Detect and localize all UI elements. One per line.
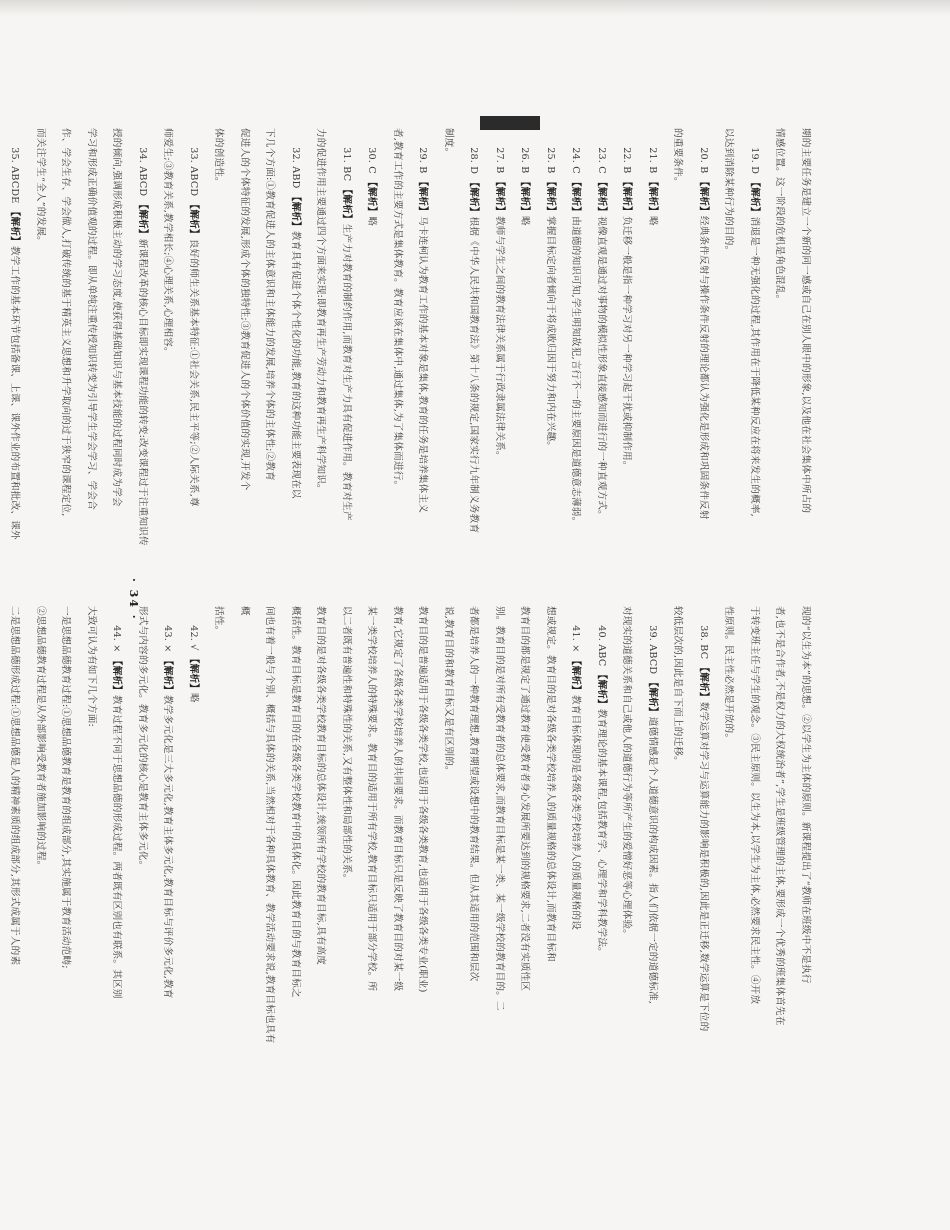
analysis-tag: 【解析】	[162, 655, 174, 695]
question-number: 29. B	[417, 147, 429, 177]
question-number: 21. B	[647, 147, 658, 177]
line-text: 根据《中华人民共和国教育法》第十八条的规定,国家实行九年制义务教育	[468, 216, 480, 534]
line-text: 教育,它规定了各级各类学校培养人的共同要求。而教育目标只是反映了教育目的对某一级	[392, 606, 403, 992]
text-line	[155, 606, 181, 1051]
analysis-tag: 【解析】	[647, 677, 658, 717]
text-line	[461, 128, 487, 573]
line-text: 教育目的是普遍适用于各级各类学校,也适用于各级各类教育,也适用于各级各类专业(职业)	[417, 606, 429, 993]
question-number: 33. ABCD	[188, 147, 199, 200]
text-line	[2, 606, 28, 1051]
text-line	[640, 606, 666, 1051]
text-line	[206, 128, 232, 573]
question-number: 44. ×	[111, 625, 123, 656]
analysis-tag: 【解析】	[188, 199, 199, 239]
text-line	[308, 606, 334, 1051]
text-line	[410, 606, 436, 1051]
line-text: 说,教育目的和教育目标又是有区别的。	[443, 606, 454, 776]
line-text: 消退是一种无强化的过程,其作用在于降低某种反应在将来发生的概率,	[749, 216, 760, 517]
question-number: 39. ABCD	[647, 625, 658, 678]
line-text: 作、学会生存、学会做人,打破传统的基于精英主义思想和升学取向的过于狭窄的课程定位,	[60, 128, 72, 517]
line-text: 形式与内容的多元化。教育多元化的核心是教育主体多元化。	[137, 606, 148, 871]
analysis-tag: 【解析】	[749, 177, 760, 217]
line-text: 学习和形成正确价值观的过程。即从单纯注重传授知识转变为引导学生学会学习、学会合	[86, 128, 97, 510]
text-line	[104, 606, 130, 1051]
line-text: 视像直观是通过对事物的模拟性形象直接感知而进行的一种直观方式。	[596, 216, 607, 520]
text-line	[691, 128, 717, 573]
line-text: 某一类学校培养人的特殊要求。教育目的适用于所有学校,教育目标只适用于部分学校。所	[366, 606, 378, 992]
text-line	[512, 606, 538, 1051]
line-text: 想或规定。教育目的是对各级各类学校培养人的质量规格的总体设计,而教育目标和	[545, 606, 556, 962]
analysis-tag: 【解析】	[188, 653, 199, 694]
text-line	[79, 128, 105, 573]
line-text: 负迁移一般是指一种学习对另一种学习起干扰或抑制作用。	[621, 215, 633, 471]
line-text: 以达到消除某种行为的目的。	[723, 128, 735, 256]
question-number: 32. ABD	[290, 147, 301, 192]
line-text: 以二者既有普遍性和特殊性的关系,又有整体性和局部性的关系。	[341, 606, 352, 884]
text-line	[665, 606, 691, 1051]
question-number: 19. D	[749, 147, 760, 178]
analysis-tag: 【解析】	[545, 176, 556, 216]
text-line	[308, 128, 334, 573]
line-text: 二是思想品德形成过程:①思想品德是人的精神素质的组成部分,其形式成属于人的素	[9, 606, 21, 966]
line-text: 一是思想品德教育过程:①思想品德教育是教育的组成部分,其实施属于教育活动范畴;	[60, 606, 72, 969]
line-text: 者,教育工作的主要方式是集体教育。教育应该在集体中,通过集体,为了集体而进行。	[392, 128, 403, 491]
line-text: 数学运算对学习与运算能力的影响是积极的,因此是正迁移,数学运算是下位的	[698, 701, 709, 1032]
line-text: 道德情感是个人道德意识的构成因素。指人们依据一定的道德标准,	[647, 716, 658, 1005]
line-text: 制度。	[443, 128, 454, 158]
question-number: 26. B	[519, 147, 531, 177]
analysis-tag: 【解析】	[519, 176, 531, 216]
line-text: 而关注学生“全人”的发展。	[35, 128, 46, 246]
text-line	[130, 606, 156, 1051]
line-text: 较低层次的,因此是自下而上的迁移。	[672, 606, 684, 766]
line-text: 教育目的都是规定了通过教育使受教育者身心发展所要达到的规格要求,二者没有实质性区	[519, 606, 531, 992]
line-text: 促进人的个体特征的发展,形成个体的独特性;③教育促进人的个体价值的实现,开发个	[239, 128, 250, 491]
question-number: 34. ABCD	[137, 147, 148, 200]
text-line	[716, 606, 742, 1051]
text-line	[640, 128, 666, 573]
question-number: 41. ×	[570, 625, 582, 656]
question-number: 43. ×	[162, 625, 174, 656]
text-line	[130, 128, 156, 573]
question-number: 42. √	[188, 625, 199, 654]
text-line	[614, 606, 640, 1051]
line-text: 大致可认为有如下几个方面:	[86, 606, 97, 727]
line-text: 者都是培养人的一种教育理想,教育期望或设想中的教育结果。但从其适用的范围和层次	[468, 606, 480, 982]
text-line	[512, 128, 538, 573]
line-text: 下几个方面:①教育促进人的主体意识和主体能力的发展,培养个体的主体性;②教育	[264, 128, 276, 481]
text-line	[665, 128, 691, 573]
text-line	[716, 128, 742, 573]
text-line	[359, 128, 385, 573]
text-line	[28, 128, 54, 573]
text-line	[53, 128, 79, 573]
text-line	[0, 606, 2, 1051]
analysis-tag: 【解析】	[137, 199, 148, 239]
text-line	[104, 128, 130, 573]
line-text: 现的“以生为本”的思想。②以学生为主体的原则。新课程提出了“教师在班级中不是执行	[800, 606, 811, 984]
line-text: 性原则。民主性必然是开放的。	[723, 606, 735, 744]
text-line	[767, 128, 793, 573]
analysis-tag: 【解析】	[366, 177, 378, 217]
line-text: 教学多元化是三大多元化,教育主体多元化,教育目标与评价多元化,教育	[162, 694, 174, 999]
text-line	[232, 606, 283, 1051]
right-text-column	[0, 606, 818, 1051]
line-text: 教育理论的基本课程,包括教育学、心理学和学科教学法。	[596, 708, 607, 957]
line-text: 略	[188, 693, 199, 703]
analysis-tag: 【解析】	[417, 176, 429, 216]
text-line	[742, 128, 768, 573]
text-line	[206, 606, 232, 1051]
text-line	[614, 128, 640, 573]
text-line	[79, 606, 105, 1051]
line-text: 别。教育目的是对所有受教育者的总体要求,而教育目标是某一类、某一级学校的教育目的。二	[494, 606, 505, 1011]
line-text: 对现实的道德关系和自己或他人的道德行为等所产生的爱憎好恶等心理体验。	[621, 606, 633, 939]
rotated-content	[9, 120, 840, 1060]
question-number: 23. C	[596, 147, 607, 178]
text-line	[53, 606, 79, 1051]
line-text: 由道德的知识可知,学生明知故犯,言行不一的主要原因是道德意志薄弱。	[570, 216, 582, 527]
analysis-tag: 【解析】	[621, 176, 633, 216]
question-number: 40. ABC	[596, 625, 607, 670]
line-text: 略	[647, 215, 658, 226]
line-text: 的重要条件。	[672, 128, 684, 187]
question-number: 28. D	[468, 147, 480, 178]
line-text: 者,也不是合作者,不是权力的大权统治者”,学生是班级管理的主体,要形成一个优秀的班集体首先在	[774, 606, 786, 1026]
analysis-tag: 【解析】	[9, 206, 21, 246]
text-line	[538, 606, 564, 1051]
line-text: 教育具有促进个体个性化的功能,教育的这种功能主要表现在以	[290, 231, 301, 499]
text-line	[793, 606, 819, 1051]
line-text: 教育目标体现的是各级各类学校培养人的质量规格的设	[570, 694, 582, 931]
line-text: 于转变班主任与学生的观念。③民主原则。以生为本,以学生为主体,必然要求民主性。④开放	[749, 606, 760, 1005]
line-text: 括性。	[213, 606, 225, 636]
line-text: 力的促进作用主要通过四个方面来实现:即教育再生产劳动力和教育再生产科学知识。	[315, 128, 327, 494]
analysis-tag: 【解析】	[596, 177, 607, 217]
line-text: 马卡连柯认为教育工作的基本对象是集体,教育的任务是培养集体主义	[417, 215, 429, 514]
analysis-tag: 【解析】	[698, 662, 709, 702]
question-number: 31. BC	[341, 147, 352, 185]
line-text: 体的创造性。	[213, 128, 225, 187]
text-line	[232, 128, 258, 573]
text-line	[181, 128, 207, 573]
line-text: ②思想品德教育过程是从外部影响受教育者施加影响的过程。	[35, 606, 46, 871]
text-line	[436, 128, 462, 573]
text-line	[385, 606, 411, 1051]
analysis-tag: 【解析】	[570, 177, 582, 217]
text-line	[2, 128, 28, 573]
text-line	[385, 128, 411, 573]
text-line	[410, 128, 436, 573]
analysis-tag: 【解析】	[494, 176, 505, 216]
text-line	[181, 606, 207, 1051]
left-text-column	[0, 128, 818, 573]
text-line	[793, 128, 819, 573]
question-number: 27. B	[494, 147, 505, 177]
analysis-tag: 【解析】	[111, 655, 123, 695]
text-line	[487, 128, 513, 573]
text-line	[767, 606, 793, 1051]
text-line	[283, 128, 309, 573]
line-text: 掌握目标定向者倾向于将成败归因于努力和内在兴趣。	[545, 215, 556, 452]
text-line	[28, 606, 54, 1051]
analysis-tag: 【解析】	[341, 184, 352, 224]
line-text: 略	[519, 215, 531, 226]
line-text: 教育目的是对各级各类学校教育目标的总体设计,统领所有学校的教育目标,具有高度	[315, 606, 327, 966]
line-text: 概括性。教育目标是教育目的在各级各类学校教育中的具体化。因此教育目的与教育目标之	[290, 606, 301, 998]
text-line	[563, 128, 589, 573]
text-line	[155, 128, 181, 573]
line-text: 期的主要任务是建立一个新的同一感或自己在别人眼中的形象,以及他在社会集体中所占的	[800, 128, 811, 514]
question-number: 38. BC	[698, 625, 709, 663]
line-text: 间也有着一般与个别、概括与具体的关系,当然相对于各种具体教育、教学活动要求说,教育目标也具有概	[239, 606, 276, 1044]
text-line	[742, 606, 768, 1051]
question-number: 24. C	[570, 147, 582, 178]
question-number: 22. B	[621, 147, 633, 177]
line-text: 教师与学生之间的教育法律关系属于行政隶属法律关系。	[494, 215, 505, 461]
page-number: · 34 ·	[127, 578, 140, 621]
text-line	[359, 606, 385, 1051]
analysis-tag: 【解析】	[468, 177, 480, 217]
question-number: 20. B	[698, 147, 709, 177]
analysis-tag: 【解析】	[570, 655, 582, 695]
text-line	[334, 128, 360, 573]
text-line	[538, 128, 564, 573]
line-text: 教育过程不同于思想品德的形成过程。两者既有区别也有联系。其区别	[111, 694, 123, 999]
text-line	[283, 606, 309, 1051]
text-line	[461, 606, 487, 1051]
analysis-tag: 【解析】	[698, 176, 709, 216]
text-line	[487, 606, 513, 1051]
text-line	[257, 128, 283, 573]
text-line	[563, 606, 589, 1051]
text-line	[691, 606, 717, 1051]
line-text: 经典条件反射与操作条件反射的理论都认为强化是形成和巩固条件反射	[698, 215, 709, 520]
line-text: 生产力对教育的制约作用,而教育对生产力具有促进作用。教育对生产	[341, 223, 352, 521]
line-text: 师爱生;③教育关系,教学相长;④心理关系,心理相容。	[162, 128, 174, 357]
analysis-tag: 【解析】	[596, 669, 607, 709]
question-number: 30. C	[366, 147, 378, 178]
question-number: 25. B	[545, 147, 556, 177]
line-text: 情感位置。这一阶段的危机是角色混乱。	[774, 128, 786, 305]
analysis-tag: 【解析】	[647, 176, 658, 216]
line-text: 授的倾向,强调形成积极主动的学习态度,使获得基础知识与基本技能的过程同时成为学会	[111, 128, 123, 507]
line-text: 略	[366, 216, 378, 227]
question-number: 35. ABCDE	[9, 147, 21, 207]
line-text: 良好的师生关系基本特征:①社会关系,民主平等;②人际关系,尊	[188, 238, 199, 507]
text-line	[589, 128, 615, 573]
scan-shadow	[0, 0, 950, 16]
text-line	[436, 606, 462, 1051]
line-text: 新课程改革的核心目标即实现课程功能的转变:改变课程过于注重知识传	[137, 238, 148, 546]
analysis-tag: 【解析】	[290, 191, 301, 232]
text-line	[334, 606, 360, 1051]
line-text: 教学工作的基本环节包括备课、上课、课外作业的布置和批改、课外	[9, 245, 21, 540]
text-line	[589, 606, 615, 1051]
